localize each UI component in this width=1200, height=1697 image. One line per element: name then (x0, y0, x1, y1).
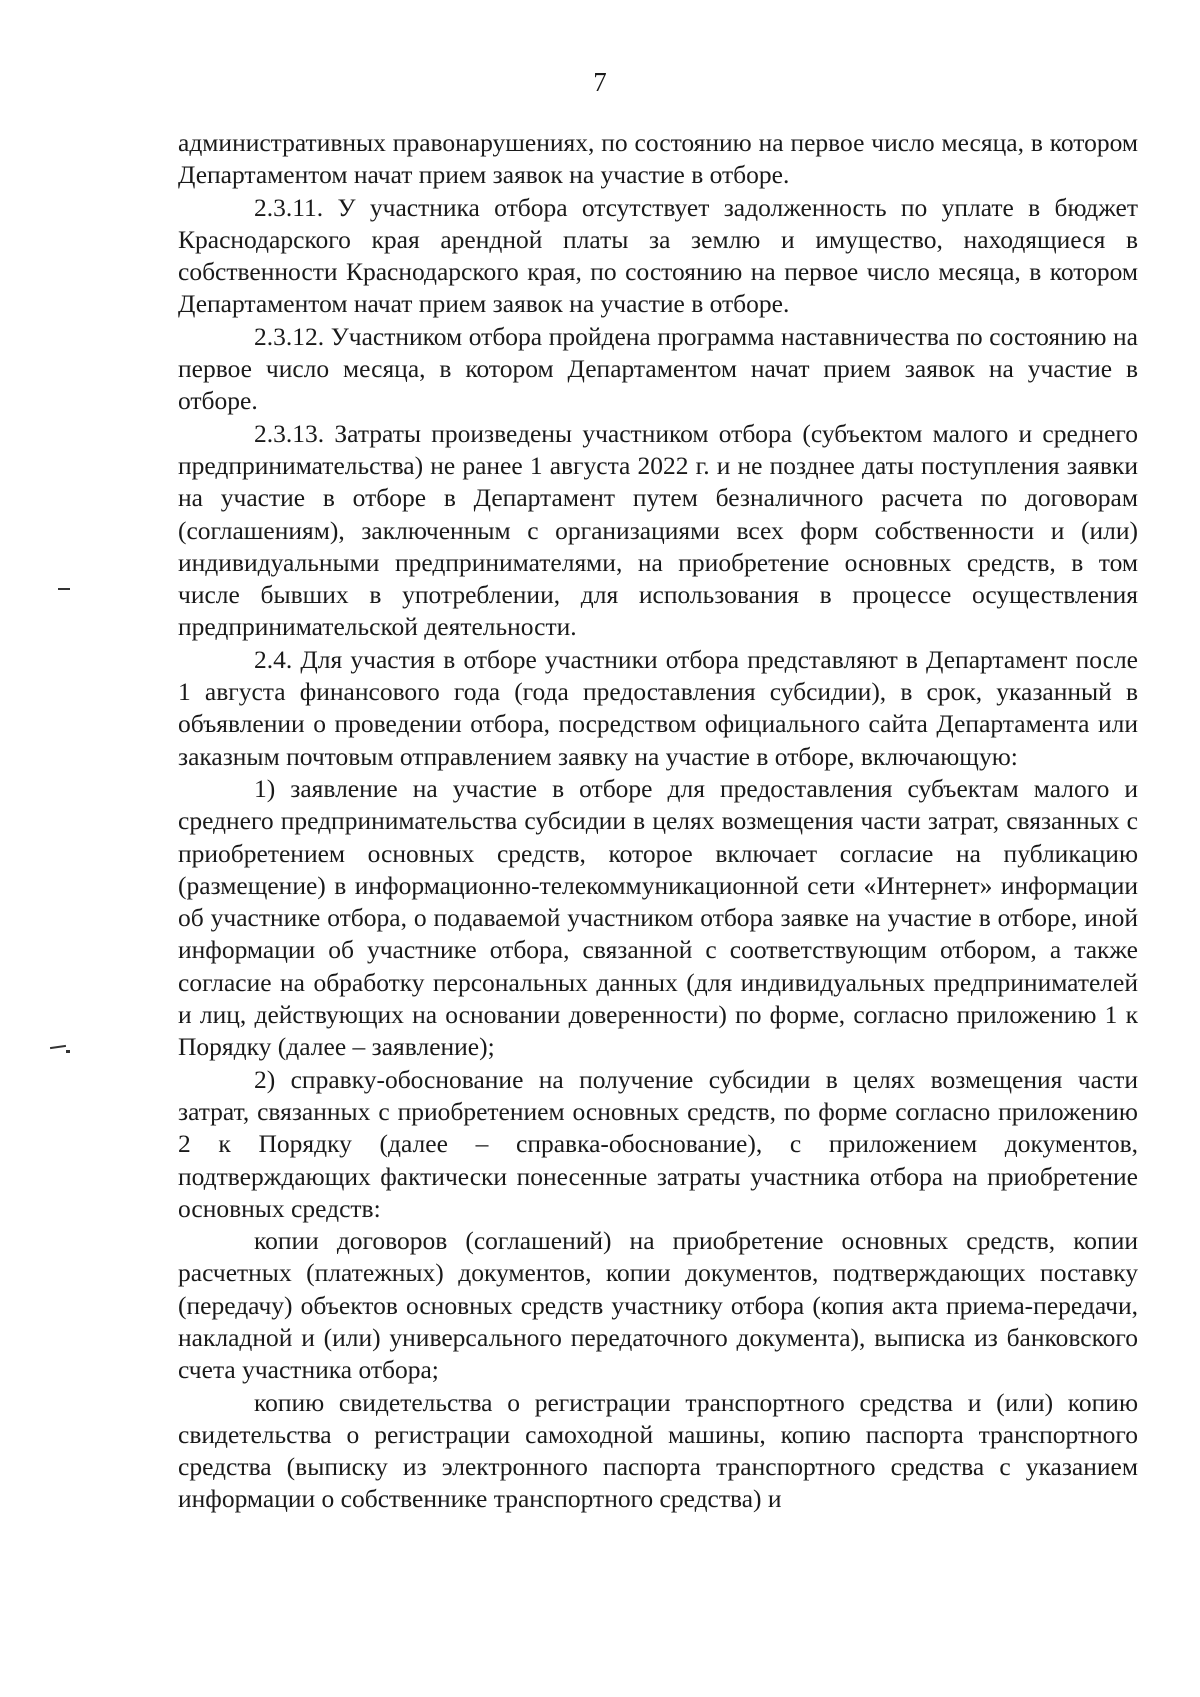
sub-item-vehicle-registration: копию свидетельства о регистрации транспортного средства и (или) копию свидетельства о регистрации самоходной машины, копию паспорта транспортного средства (выписку из электронного паспорта транспортного средства с указанием информации о собственнике транспортного средства) и (178, 1387, 1138, 1514)
margin-scan-mark (50, 1045, 66, 1049)
sub-item-contract-copies: копии договоров (соглашений) на приобретение основных средств, копии расчетных (платежных) документов, копии документов, подтверждающих поставку (передачу) объектов основных средств участнику отбора (копия акта приема-передачи, накладной и (или) универсального передаточного документа), выписка из банковского счета участника отбора; (178, 1226, 1138, 1385)
list-item-2: 2) справку-обоснование на получение субсидии в целях возмещения части затрат, связанных с приобретением основных средств, по форме согласно приложению 2 к Порядку (далее – справка-обоснование), с приложением документов, подтверждающих фактически понесенные затраты участника отбора на приобретение основных средств: (178, 1064, 1138, 1223)
list-item-1: 1) заявление на участие в отборе для предоставления субъектам малого и среднего предпринимательства субсидии в целях возмещения части затрат, связанных с приобретением основных средств, которое включает согласие на публикацию (размещение) в информационно-телекоммуникационной сети «Интернет» информации об участнике отбора, о подаваемой участником отбора заявке на участие в отборе, иной информации об участнике отбора, связанной с соответствующим отбором, а также согласие на обработку персональных данных (для индивидуальных предпринимателей и лиц, действующих на основании доверенности) по форме, согласно приложению 1 к Порядку (далее – заявление); (178, 773, 1138, 1062)
paragraph-continuation: административных правонарушениях, по состоянию на первое число месяца, в котором Департаментом начат прием заявок на участие в отборе. (178, 128, 1138, 190)
paragraph-2-3-12: 2.3.12. Участником отбора пройдена программа наставничества по состоянию на первое число месяца, в котором Департаментом начат прием заявок на участие в отборе. (178, 321, 1138, 416)
paragraph-2-4: 2.4. Для участия в отборе участники отбора представляют в Департамент после 1 августа финансового года (года предоставления субсидии), в срок, указанный в объявлении о проведении отбора, посредством официального сайта Департамента или заказным почтовым отправлением заявку на участие в отборе, включающую: (178, 644, 1138, 771)
page-number: 7 (593, 67, 607, 97)
paragraph-2-3-11: 2.3.11. У участника отбора отсутствует задолженность по уплате в бюджет Краснодарского края арендной платы за землю и имущество, находящиеся в собственности Краснодарского края, по состоянию на первое число месяца, в котором Департаментом начат прием заявок на участие в отборе. (178, 192, 1138, 319)
margin-scan-mark (58, 588, 70, 590)
paragraph-2-3-13: 2.3.13. Затраты произведены участником отбора (субъектом малого и среднего предпринимательства) не ранее 1 августа 2022 г. и не позднее даты поступления заявки на участие в отборе в Департамент путем безналичного расчета по договорам (соглашениям), заключенным с организациями всех форм собственности и (или) индивидуальными предпринимателями, на приобретение основных средств, в том числе бывших в употреблении, для использования в процессе осуществления предпринимательской деятельности. (178, 418, 1138, 642)
margin-scan-mark (66, 1050, 70, 1053)
document-body (178, 127, 1138, 1516)
